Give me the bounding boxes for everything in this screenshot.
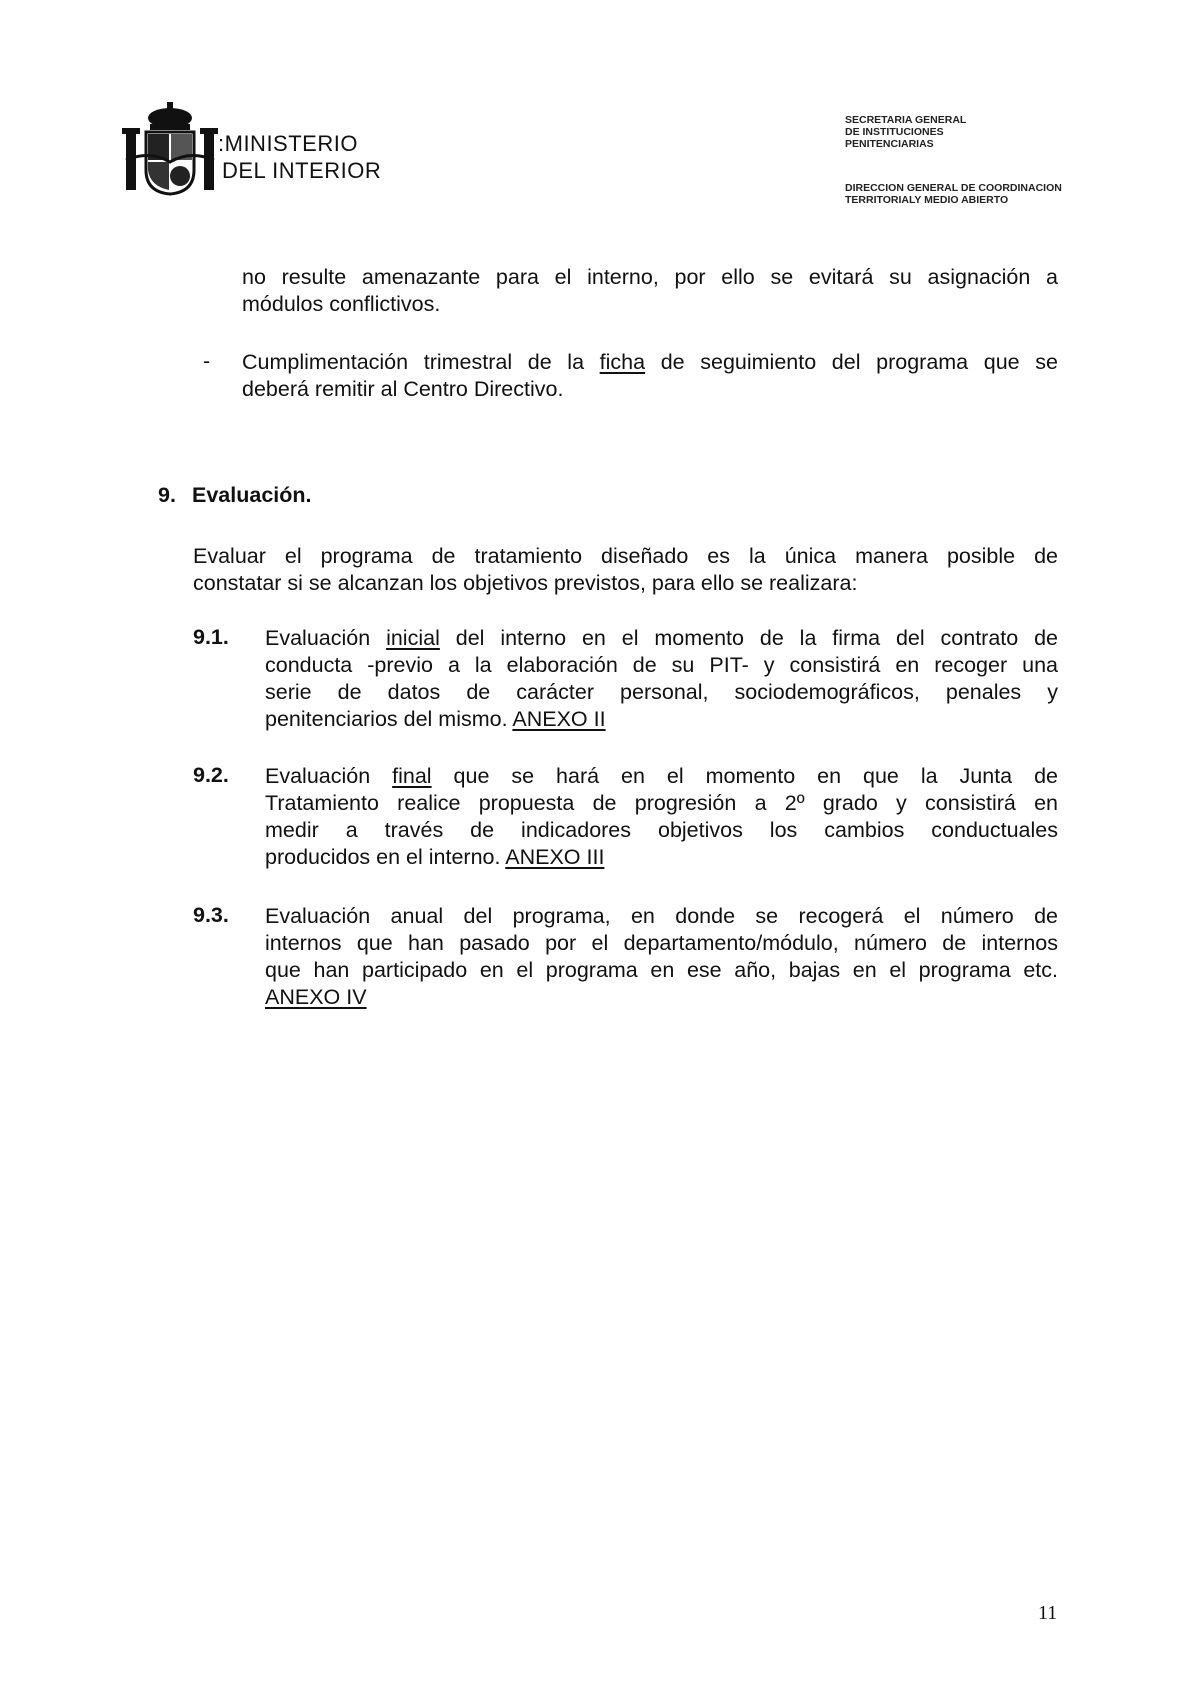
item-number: 9.1. xyxy=(193,625,229,649)
underlined-term: final xyxy=(392,764,432,788)
ministry-name-line2: DEL INTERIOR xyxy=(222,158,382,183)
bullet-marker: - xyxy=(203,349,211,373)
section-title: Evaluación. xyxy=(192,483,312,507)
underlined-term: inicial xyxy=(386,626,440,650)
annex-reference: ANEXO III xyxy=(505,845,605,869)
text-segment: que se hará en el momento en que la Junta de xyxy=(431,764,1058,788)
section-heading xyxy=(158,483,312,508)
text-segment: de seguimiento del programa que se xyxy=(645,350,1058,374)
text-segment: Evaluación xyxy=(265,764,393,788)
secretaria-line: DE INSTITUCIONES xyxy=(845,126,944,138)
underlined-term: ficha xyxy=(599,350,646,374)
text-segment: penitenciarios del mismo. xyxy=(265,707,513,731)
text-line: módulos conflictivos. xyxy=(242,292,441,316)
direccion-line: TERRITORIALY MEDIO ABIERTO xyxy=(845,194,1009,206)
annex-reference: ANEXO IV xyxy=(265,985,367,1009)
crown-icon xyxy=(148,102,192,130)
text-line xyxy=(265,706,1058,733)
text-line: deberá remitir al Centro Directivo. xyxy=(242,377,564,401)
text-line: no resulte amenazante para el interno, por ello se evitará su asignación a xyxy=(242,265,1058,289)
continuation-paragraph xyxy=(242,264,1058,318)
secretaria-line: SECRETARIA GENERAL xyxy=(845,114,967,126)
bullet-paragraph xyxy=(242,349,1058,403)
secretaria-block xyxy=(845,114,966,150)
shield-icon xyxy=(126,132,214,194)
text-line: medir a través de indicadores objetivos los cambios conductuales xyxy=(265,818,1058,842)
text-line: serie de datos de carácter personal, sociodemográficos, penales y xyxy=(265,680,1058,704)
text-line xyxy=(242,349,1058,376)
text-line xyxy=(265,763,1058,790)
direccion-block xyxy=(845,182,1062,206)
secretaria-line: PENITENCIARIAS xyxy=(845,138,934,150)
section-number: 9. xyxy=(158,483,176,507)
item-paragraph xyxy=(265,903,1058,1011)
text-line: que han participado en el programa en ese año, bajas en el programa etc. xyxy=(265,958,1058,982)
text-line: Evaluación anual del programa, en donde se recogerá el número de xyxy=(265,904,1058,928)
text-segment: Cumplimentación trimestral de la xyxy=(242,350,600,374)
page-number: 11 xyxy=(1038,1602,1058,1624)
text-line: constatar si se alcanzan los objetivos previstos, para ello se realizara: xyxy=(193,571,858,595)
text-segment: Evaluación xyxy=(265,626,387,650)
coat-of-arms-logo xyxy=(120,100,220,200)
text-line: internos que han pasado por el departamento/módulo, número de internos xyxy=(265,931,1058,955)
text-line xyxy=(265,844,1058,871)
item-number: 9.2. xyxy=(193,763,229,787)
item-number: 9.3. xyxy=(193,903,229,927)
direccion-line: DIRECCION GENERAL DE COORDINACION xyxy=(845,182,1062,194)
ministry-name-line1: :MINISTERIO xyxy=(218,131,358,156)
text-line: conducta -previo a la elaboración de su PIT- y consistirá en recoger una xyxy=(265,653,1058,677)
annex-reference: ANEXO II xyxy=(512,707,606,731)
item-paragraph xyxy=(265,625,1058,733)
text-line xyxy=(265,984,1058,1011)
text-segment: del interno en el momento de la firma del contrato de xyxy=(439,626,1059,650)
section-intro xyxy=(193,543,1058,597)
text-line: Tratamiento realice propuesta de progresión a 2º grado y consistirá en xyxy=(265,791,1058,815)
text-segment: producidos en el interno. xyxy=(265,845,506,869)
text-line xyxy=(265,625,1058,652)
text-line: Evaluar el programa de tratamiento diseñado es la única manera posible de xyxy=(193,544,1058,568)
item-paragraph xyxy=(265,763,1058,871)
